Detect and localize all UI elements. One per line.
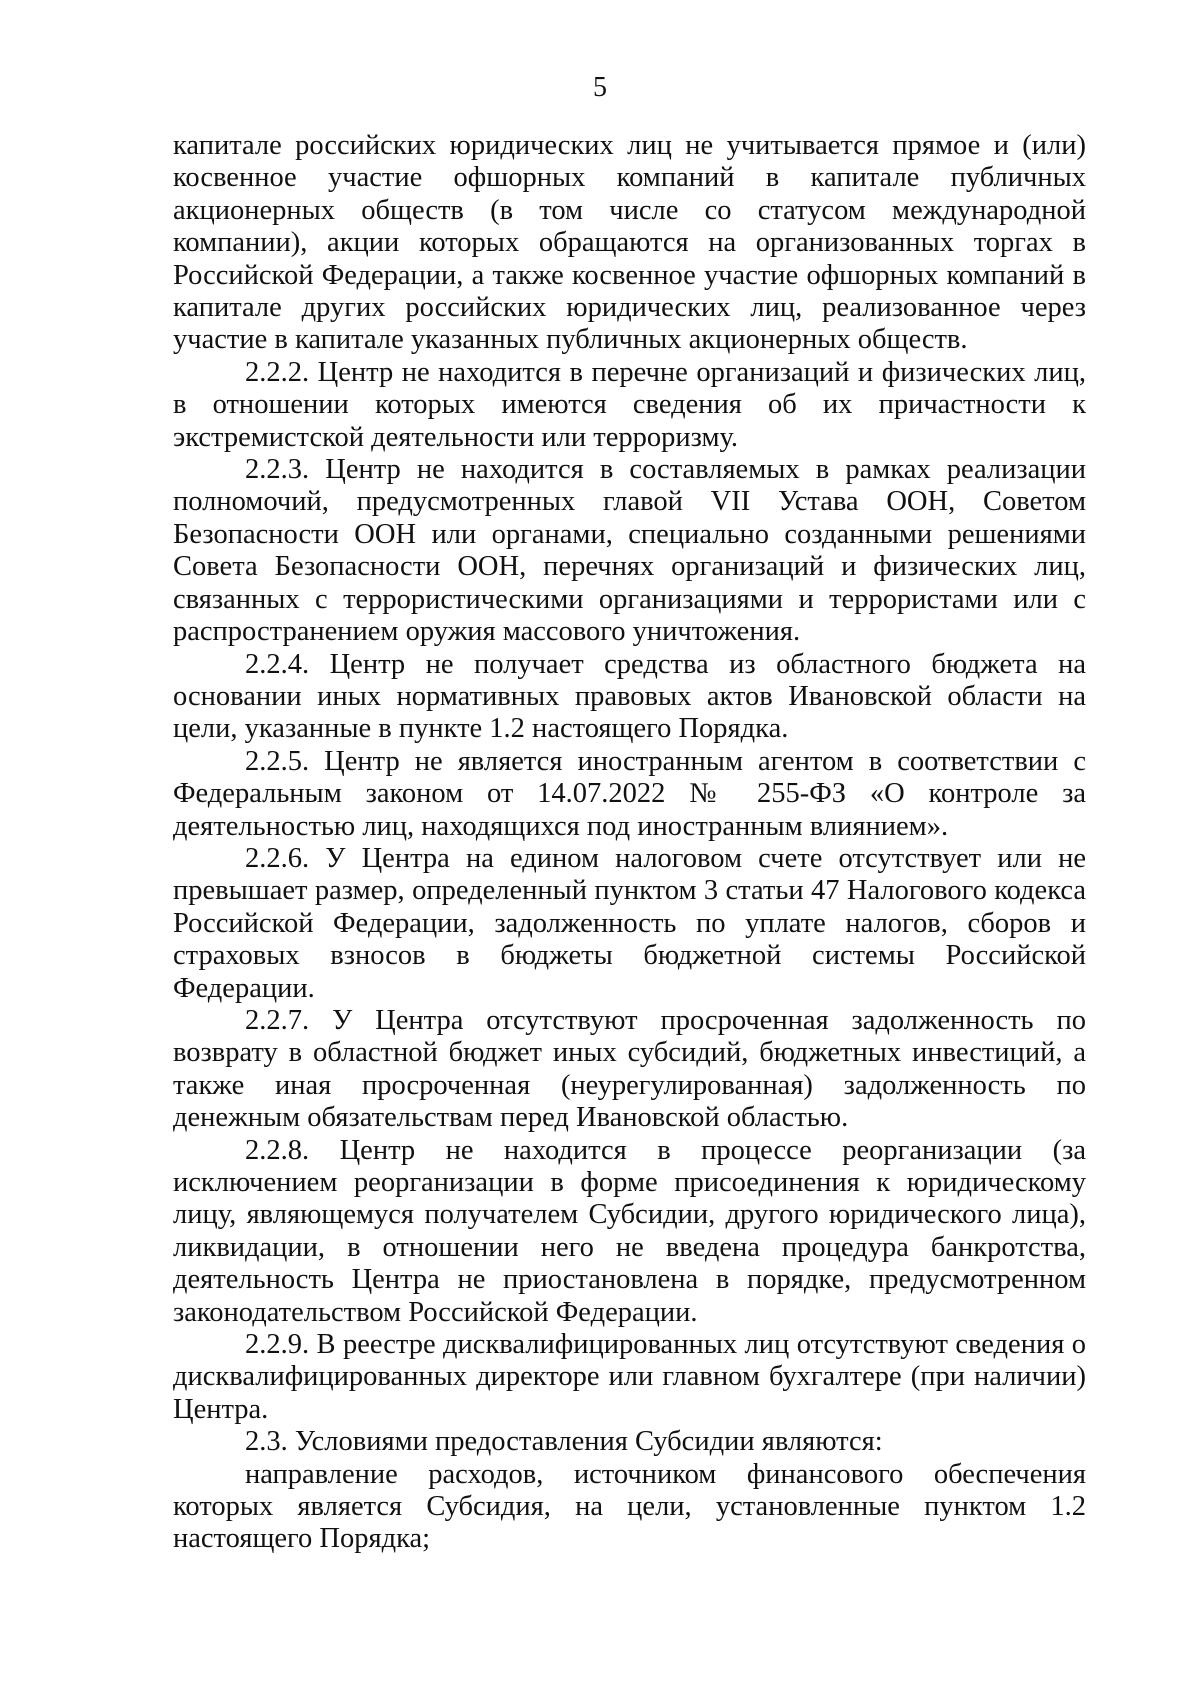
page-number: 5 [593, 72, 607, 103]
paragraph-2-2-7: 2.2.7. У Центра отсутствуют просроченная задолженность по возврату в областной бюджет иных субсидий, бюджетных инвестиций, а также иная просроченная (неурегулированная) задолженность по денежным обязательствам перед Ивановской областью. [173, 1004, 1086, 1134]
paragraph-2-2-3: 2.2.3. Центр не находится в составляемых в рамках реализации полномочий, предусмотренных главой VII Устава ООН, Советом Безопасности ООН или органами, специально созданными решениями Совета Безопасности ООН, перечнях организаций и физических лиц, связанных с террористическими организациями и террористами или с распространением оружия массового уничтожения. [173, 454, 1086, 648]
paragraph-2-2-9: 2.2.9. В реестре дисквалифицированных лиц отсутствуют сведения о дисквалифицированных директоре или главном бухгалтере (при наличии) Центра. [173, 1329, 1086, 1425]
paragraph-2-2-4: 2.2.4. Центр не получает средства из областного бюджета на основании иных нормативных правовых актов Ивановской области на цели, указанные в пункте 1.2 настоящего Порядка. [173, 648, 1086, 745]
paragraph-2-2-5: 2.2.5. Центр не является иностранным агентом в соответствии с Федеральным законом от 14.07.2022 № 255-ФЗ «О контроле за деятельностью лиц, находящихся под иностранным влиянием». [173, 745, 1086, 842]
document-body [173, 130, 1086, 1556]
paragraph-2-2-2: 2.2.2. Центр не находится в перечне организаций и физических лиц, в отношении которых имеются сведения об их причастности к экстремистской деятельности или терроризму. [173, 356, 1086, 453]
paragraph-expense-direction: направление расходов, источником финансового обеспечения которых является Субсидия, на цели, установленные пунктом 1.2 настоящего Порядка; [173, 1458, 1086, 1555]
paragraph-offshore-participation: капитале российских юридических лиц не учитывается прямое и (или) косвенное участие офшорных компаний в капитале публичных акционерных обществ (в том числе со статусом международной компании), акции которых обращаются на организованных торгах в Российской Федерации, а также косвенное участие офшорных компаний в капитале других российских юридических лиц, реализованное через участие в капитале указанных публичных акционерных обществ. [173, 130, 1086, 356]
paragraph-2-2-6: 2.2.6. У Центра на едином налоговом счете отсутствует или не превышает размер, определенный пунктом 3 статьи 47 Налогового кодекса Российской Федерации, задолженность по уплате налогов, сборов и страховых взносов в бюджеты бюджетной системы Российской Федерации. [173, 842, 1086, 1004]
paragraph-2-3: 2.3. Условиями предоставления Субсидии являются: [245, 1426, 883, 1458]
paragraph-2-2-8: 2.2.8. Центр не находится в процессе реорганизации (за исключением реорганизации в форме присоединения к юридическому лицу, являющемуся получателем Субсидии, другого юридического лица), ликвидации, в отношении него не введена процедура банкротства, деятельность Центра не приостановлена в порядке, предусмотренном законодательством Российской Федерации. [173, 1134, 1086, 1328]
